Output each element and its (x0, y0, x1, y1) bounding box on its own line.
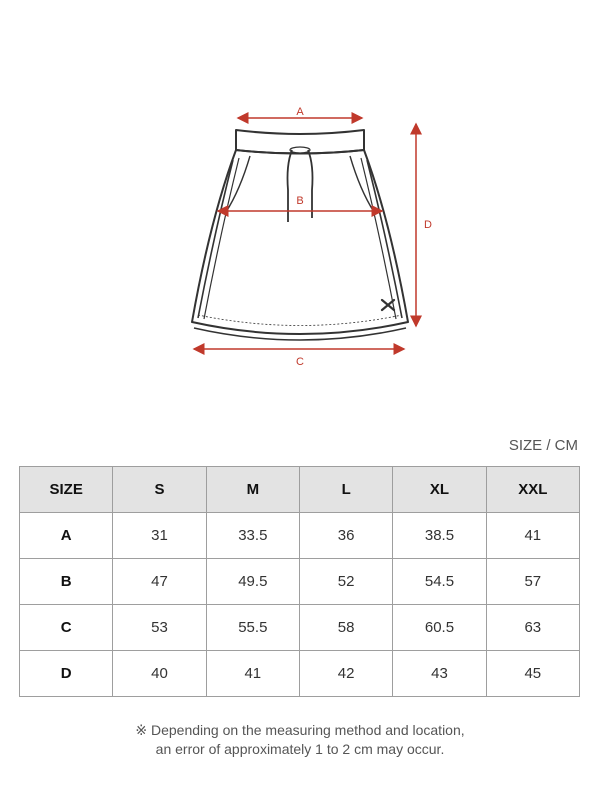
row-label: A (20, 513, 113, 559)
logo-mark-icon (382, 300, 394, 310)
row-label: D (20, 651, 113, 697)
dimension-d-label: D (424, 219, 432, 231)
table-cell: 33.5 (206, 513, 299, 559)
measurement-note (0, 721, 600, 759)
header-m: M (206, 467, 299, 513)
table-cell: 42 (299, 651, 392, 697)
table-row (20, 559, 580, 605)
header-l: L (299, 467, 392, 513)
note-line-1: ※ Depending on the measuring method and location, (135, 722, 465, 738)
table-cell: 43 (393, 651, 486, 697)
skirt-waistband (236, 130, 364, 154)
table-cell: 41 (206, 651, 299, 697)
dimension-c-label: C (296, 356, 304, 368)
table-cell: 60.5 (393, 605, 486, 651)
table-cell: 38.5 (393, 513, 486, 559)
right-drawstring (308, 150, 313, 218)
size-chart-table (19, 466, 580, 697)
table-row (20, 605, 580, 651)
table-cell: 53 (113, 605, 206, 651)
left-side-stripe (198, 160, 233, 318)
table-cell: 52 (299, 559, 392, 605)
header-xxl: XXL (486, 467, 579, 513)
header-size: SIZE (20, 467, 113, 513)
row-label: B (20, 559, 113, 605)
table-cell: 41 (486, 513, 579, 559)
header-xl: XL (393, 467, 486, 513)
dimension-b-label: B (296, 195, 304, 207)
table-cell: 55.5 (206, 605, 299, 651)
skirt-illustration (192, 130, 408, 340)
table-row (20, 651, 580, 697)
table-cell: 45 (486, 651, 579, 697)
header-s: S (113, 467, 206, 513)
table-header-row (20, 467, 580, 513)
table-cell: 54.5 (393, 559, 486, 605)
dimension-a-label: A (296, 106, 304, 118)
table-cell: 40 (113, 651, 206, 697)
table-cell: 57 (486, 559, 579, 605)
table-cell: 49.5 (206, 559, 299, 605)
table-cell: 31 (113, 513, 206, 559)
note-line-2: an error of approximately 1 to 2 cm may occur. (155, 741, 445, 757)
drawstring-knot (290, 147, 310, 153)
skirt-hem-stitch (198, 315, 402, 326)
row-label: C (20, 605, 113, 651)
table-cell: 47 (113, 559, 206, 605)
table-cell: 63 (486, 605, 579, 651)
table-cell: 36 (299, 513, 392, 559)
right-side-stripe (367, 160, 402, 318)
table-cell: 58 (299, 605, 392, 651)
skirt-body (192, 150, 408, 334)
table-row (20, 513, 580, 559)
unit-label: SIZE / CM (508, 437, 578, 454)
